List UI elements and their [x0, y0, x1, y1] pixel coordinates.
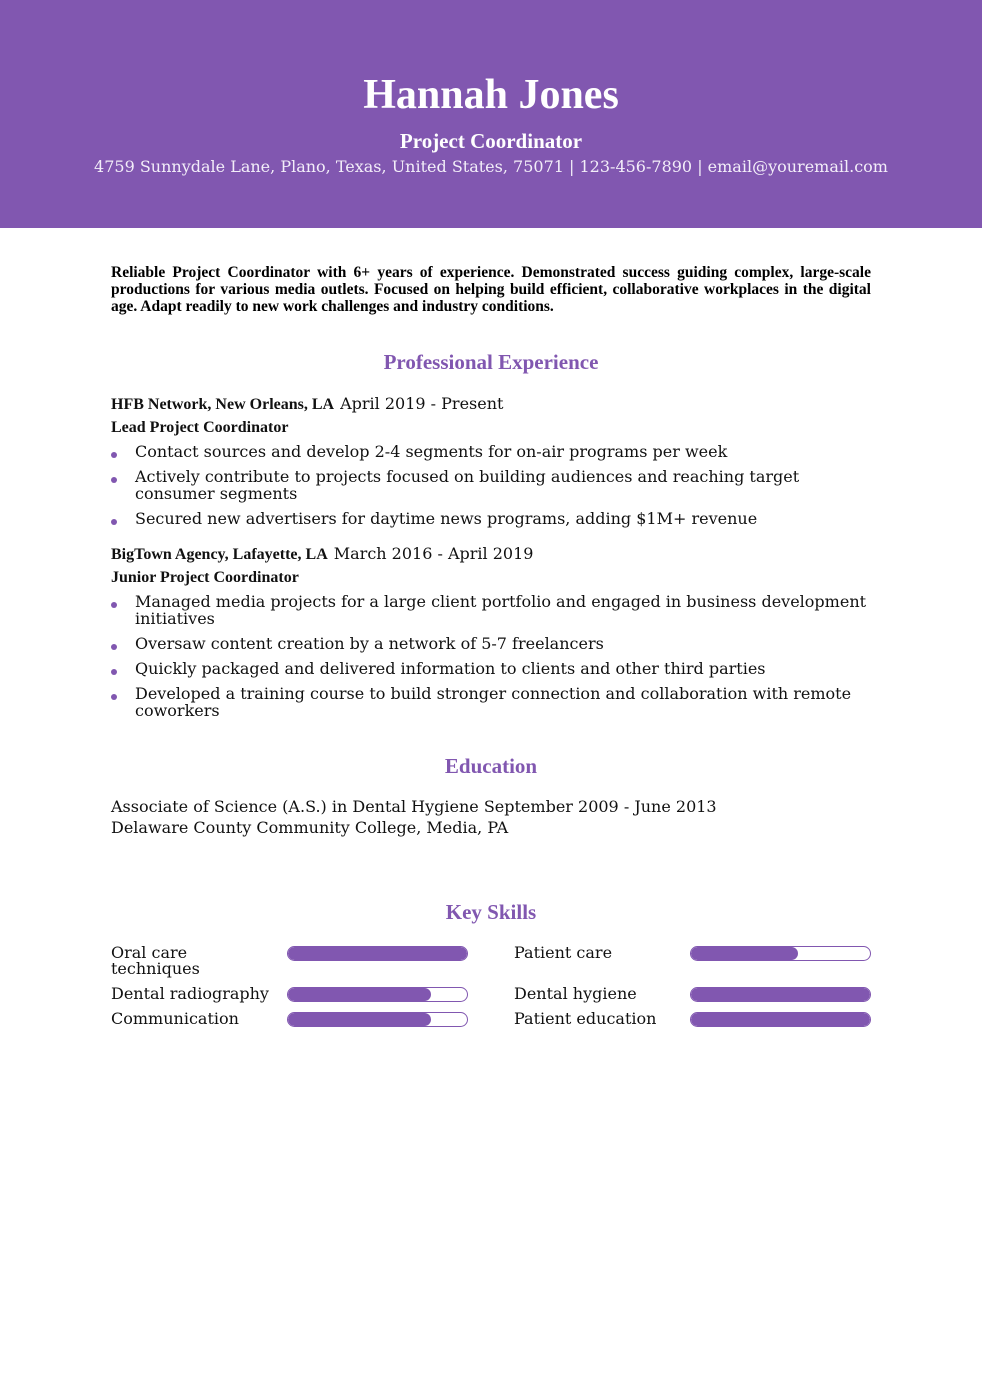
bullet-dot-icon	[111, 452, 117, 458]
list-item	[111, 635, 871, 652]
bullet-text: Oversaw content creation by a network of 5-7 freelancers	[135, 634, 604, 653]
skill-bar	[287, 1012, 468, 1027]
list-item	[111, 593, 871, 627]
skills-heading: Key Skills	[445, 900, 537, 924]
job-company: HFB Network, New Orleans, LA	[111, 396, 335, 413]
contact-info: 4759 Sunnydale Lane, Plano, Texas, United States, 75071 | 123-456-7890 | email@youremail.com	[94, 157, 888, 176]
skill-label: Patient education	[514, 1009, 657, 1028]
education-degree: Associate of Science (A.S.) in Dental Hygiene September 2009 - June 2013	[111, 797, 717, 816]
job-company: BigTown Agency, Lafayette, LA	[111, 546, 328, 563]
list-item	[111, 660, 871, 677]
bullet-text: Managed media projects for a large client portfolio and engaged in business development initiatives	[135, 592, 867, 628]
skill-bar	[690, 1012, 871, 1027]
job-header	[111, 393, 871, 416]
bullet-text: Developed a training course to build stronger connection and collaboration with remote coworkers	[135, 684, 852, 720]
bullet-dot-icon	[111, 669, 117, 675]
skill-bar	[287, 987, 468, 1002]
job-header	[111, 543, 871, 566]
job-bullets	[111, 593, 871, 727]
job-dates: March 2016 - April 2019	[333, 544, 534, 563]
job-title: Lead Project Coordinator	[111, 419, 289, 436]
skill-level-fill	[288, 1013, 431, 1026]
skill-level-fill	[691, 988, 870, 1001]
job-bullets	[111, 443, 871, 535]
list-item	[111, 510, 871, 527]
skill-label: Communication	[111, 1009, 239, 1028]
professional-summary: Reliable Project Coordinator with 6+ years of experience. Demonstrated success guiding complex, large-scale productions for various media outlets. Focused on helping build efficient, collaborative workplaces in the digital age. Adapt readily to new work challenges and industry conditions.	[111, 264, 871, 315]
list-item	[111, 685, 871, 719]
list-item	[111, 468, 871, 502]
skill-bar	[287, 946, 468, 961]
skill-level-fill	[288, 947, 467, 960]
resume-header	[0, 0, 982, 228]
bullet-dot-icon	[111, 602, 117, 608]
list-item	[111, 443, 871, 460]
skill-level-fill	[691, 1013, 870, 1026]
bullet-text: Secured new advertisers for daytime news programs, adding $1M+ revenue	[135, 509, 758, 528]
bullet-dot-icon	[111, 694, 117, 700]
skill-label: Dental radiography	[111, 984, 269, 1003]
bullet-text: Actively contribute to projects focused on building audiences and reaching target consumer segments	[135, 467, 800, 503]
experience-heading: Professional Experience	[383, 350, 599, 374]
candidate-name: Hannah Jones	[363, 72, 619, 118]
skill-label: Oral care techniques	[111, 943, 200, 978]
bullet-dot-icon	[111, 477, 117, 483]
skill-label: Dental hygiene	[514, 984, 637, 1003]
bullet-dot-icon	[111, 644, 117, 650]
bullet-text: Contact sources and develop 2-4 segments for on-air programs per week	[135, 442, 728, 461]
skill-level-fill	[288, 988, 431, 1001]
job-dates: April 2019 - Present	[340, 394, 504, 413]
skill-bar	[690, 946, 871, 961]
bullet-text: Quickly packaged and delivered information to clients and other third parties	[135, 659, 766, 678]
education-heading: Education	[444, 754, 538, 778]
skill-level-fill	[691, 947, 798, 960]
bullet-dot-icon	[111, 519, 117, 525]
skill-label: Patient care	[514, 943, 613, 962]
candidate-title: Project Coordinator	[399, 129, 583, 153]
education-school: Delaware County Community College, Media, PA	[111, 818, 509, 837]
skill-bar	[690, 987, 871, 1002]
job-title: Junior Project Coordinator	[111, 569, 299, 586]
